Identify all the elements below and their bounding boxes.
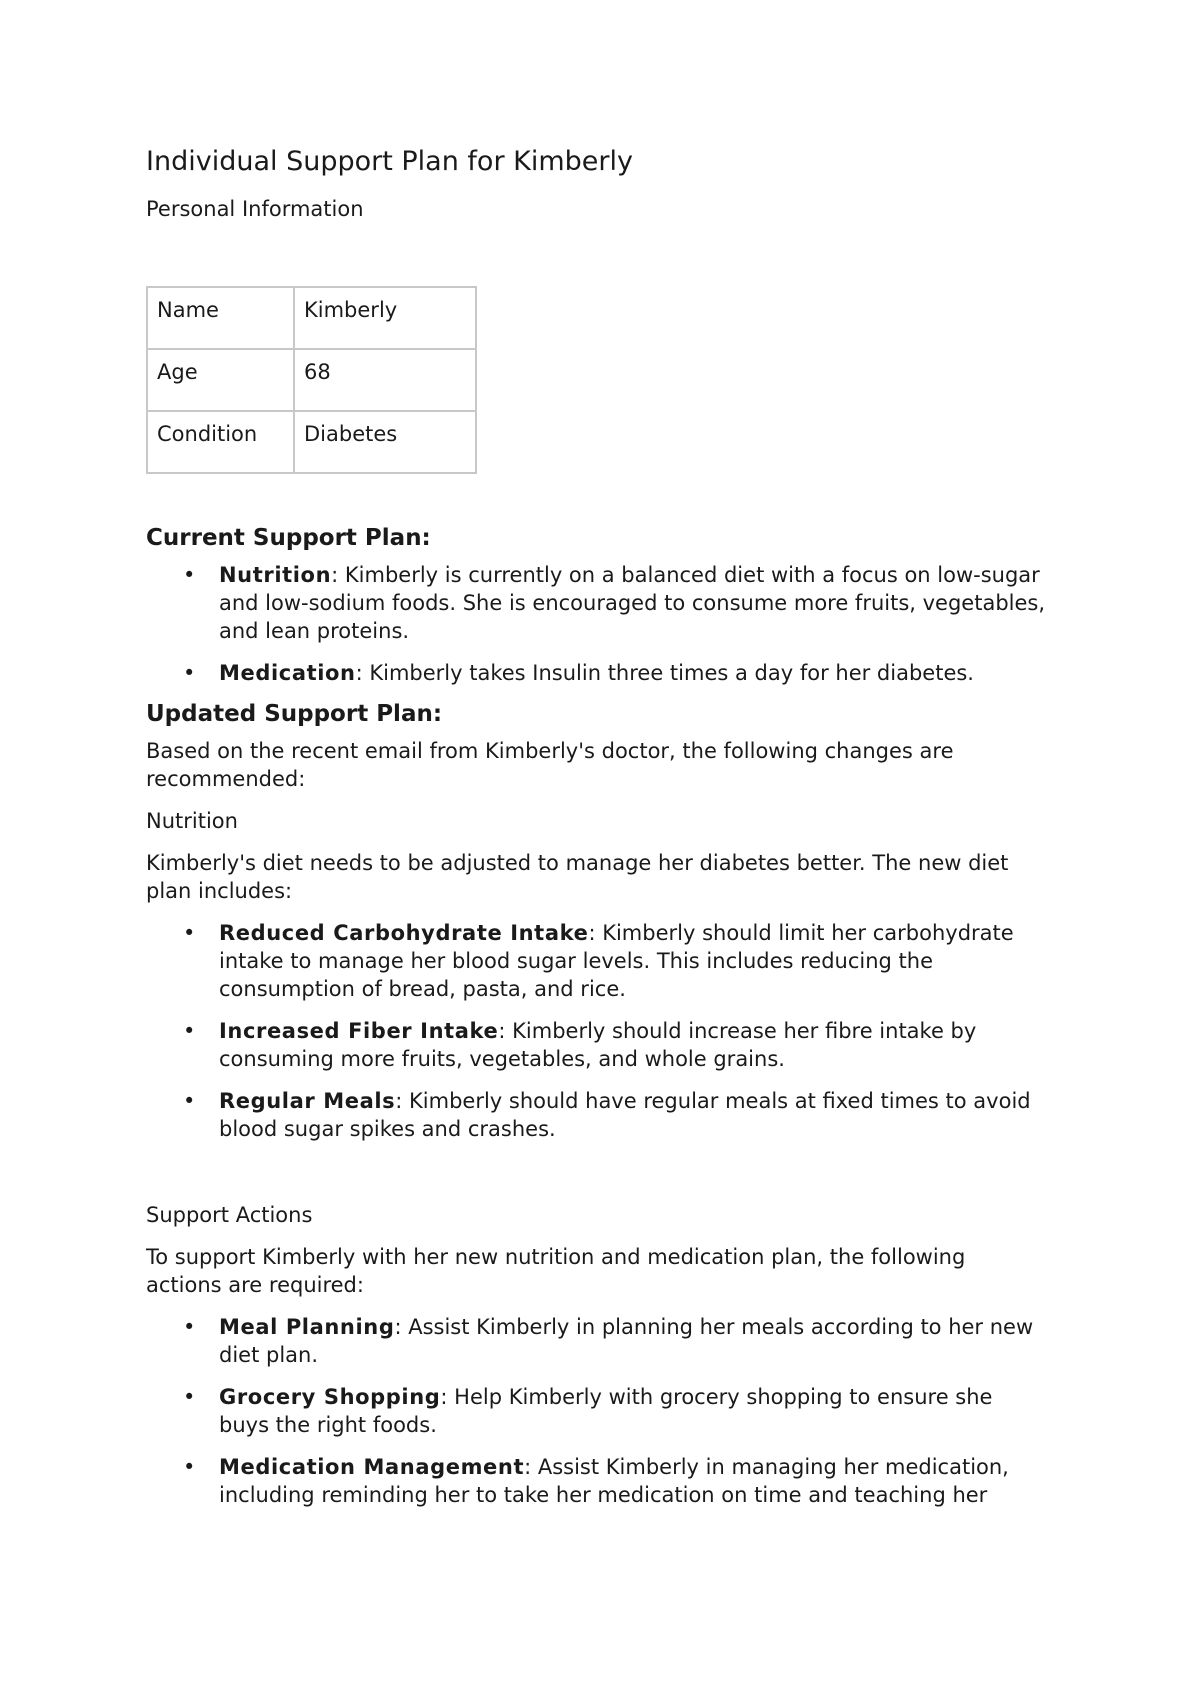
table-row <box>147 411 476 473</box>
item-term: Grocery Shopping <box>219 1385 441 1409</box>
bullet-icon: • <box>183 921 196 945</box>
updated-plan-intro: Based on the recent email from Kimberly's doctor, the following changes are recommended: <box>146 739 954 791</box>
document-title: Individual Support Plan for Kimberly <box>146 146 633 177</box>
list-item <box>146 659 1046 687</box>
condition-value: Diabetes <box>294 411 476 473</box>
age-value: 68 <box>294 349 476 411</box>
support-actions-heading: Support Actions <box>146 1203 313 1227</box>
item-term: Regular Meals <box>219 1089 396 1113</box>
list-item <box>146 1017 1046 1073</box>
nutrition-list <box>146 919 1046 1143</box>
condition-label: Condition <box>147 411 294 473</box>
bullet-icon: • <box>183 661 196 685</box>
table-row <box>147 349 476 411</box>
support-actions-list <box>146 1313 1046 1509</box>
current-plan-list <box>146 561 1046 687</box>
list-item <box>146 1453 1046 1509</box>
nutrition-intro: Kimberly's diet needs to be adjusted to manage her diabetes better. The new diet plan includes: <box>146 851 1009 903</box>
item-term: Medication Management <box>219 1455 525 1479</box>
item-text: : Kimberly takes Insulin three times a day for her diabetes. <box>355 661 974 685</box>
item-term: Reduced Carbohydrate Intake <box>219 921 589 945</box>
nutrition-heading: Nutrition <box>146 809 238 833</box>
age-label: Age <box>147 349 294 411</box>
current-plan-heading: Current Support Plan: <box>146 525 431 551</box>
personal-information-heading: Personal Information <box>146 197 364 221</box>
list-item <box>146 1087 1046 1143</box>
spacer <box>146 1157 1046 1201</box>
name-value: Kimberly <box>294 287 476 349</box>
item-text: : Assist Kimberly in planning her meals according to her new diet plan. <box>219 1315 1034 1367</box>
item-text: : Kimberly should increase her fibre intake by consuming more fruits, vegetables, and whole grains. <box>219 1019 977 1071</box>
item-text: : Kimberly should have regular meals at fixed times to avoid blood sugar spikes and crashes. <box>219 1089 1031 1141</box>
bullet-icon: • <box>183 1455 196 1479</box>
item-term: Meal Planning <box>219 1315 395 1339</box>
bullet-icon: • <box>183 563 196 587</box>
bullet-icon: • <box>183 1019 196 1043</box>
personal-information-table <box>146 286 477 474</box>
list-item <box>146 561 1046 645</box>
list-item <box>146 1313 1046 1369</box>
item-text: : Assist Kimberly in managing her medication, including reminding her to take her medication on time and teaching her <box>219 1455 1009 1507</box>
item-text: : Kimberly should limit her carbohydrate intake to manage her blood sugar levels. This includes reducing the consumption of bread, pasta, and rice. <box>219 921 1014 1001</box>
item-text: : Help Kimberly with grocery shopping to ensure she buys the right foods. <box>219 1385 993 1437</box>
item-term: Medication <box>219 661 356 685</box>
item-term: Increased Fiber Intake <box>219 1019 499 1043</box>
item-term: Nutrition <box>219 563 332 587</box>
bullet-icon: • <box>183 1315 196 1339</box>
name-label: Name <box>147 287 294 349</box>
list-item <box>146 919 1046 1003</box>
bullet-icon: • <box>183 1089 196 1113</box>
item-text: : Kimberly is currently on a balanced diet with a focus on low-sugar and low-sodium foods. She is encouraged to consume more fruits, vegetables, and lean proteins. <box>219 563 1046 643</box>
bullet-icon: • <box>183 1385 196 1409</box>
table-row <box>147 287 476 349</box>
updated-plan-heading: Updated Support Plan: <box>146 701 443 727</box>
list-item <box>146 1383 1046 1439</box>
support-actions-intro: To support Kimberly with her new nutrition and medication plan, the following actions are required: <box>146 1245 966 1297</box>
plan-content <box>146 525 1046 1523</box>
